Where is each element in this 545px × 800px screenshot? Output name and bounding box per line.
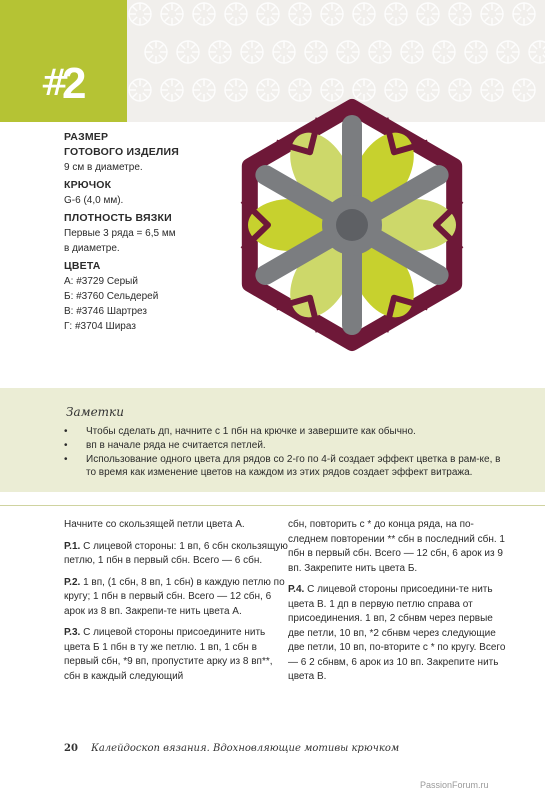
gauge-value-2: в диаметре. (64, 243, 120, 254)
notes-title: Заметки (66, 405, 124, 419)
page-number: 20 (64, 743, 78, 754)
watermark: PassionForum.ru (420, 780, 489, 790)
instruction-text: Начните со скользящей петли цвета А. (64, 519, 245, 530)
note-text: Чтобы сделать дп, начните с 1 пбн на крючке и завершите как обычно. (86, 426, 416, 437)
note-text: вп в начале ряда не считается петлей. (86, 440, 266, 451)
instructions-column-right (288, 518, 512, 692)
hook-value: G-6 (4,0 мм). (64, 195, 124, 206)
color-item: Г: #3704 Шираз (64, 321, 136, 332)
list-item (64, 425, 504, 438)
row-label: Р.2. (64, 576, 81, 588)
number-hash: # (40, 63, 71, 104)
specs-panel (64, 130, 234, 334)
row-label: Р.4. (288, 584, 305, 595)
list-item (64, 453, 504, 479)
gauge-value: Первые 3 ряда = 6,5 мм (64, 228, 176, 239)
center-hole (336, 209, 368, 241)
section-divider (0, 505, 545, 506)
row-label: Р.3. (64, 627, 81, 638)
instruction-text: С лицевой стороны присоедините нить цвета Б 1 пбн в ту же петлю. 1 вп, 1 сбн в первый сбн, *9 вп, пропустите арку из 8 вп**, сбн в каждый следующий (64, 627, 273, 682)
gauge-heading: ПЛОТНОСТЬ ВЯЗКИ (64, 212, 172, 224)
instruction-paragraph (64, 540, 288, 569)
bullet-icon: • (64, 440, 68, 451)
size-heading-2: ГОТОВОГО ИЗДЕЛИЯ (64, 146, 179, 158)
instruction-text: С лицевой стороны присоедини-те нить цвета В. 1 дп в первую петлю справа от присоединения. 1 вп, 2 сбнвм через первые две петли, 10 вп, *2 сбнвм через следующие две петли, 10 вп, по-вторите с * по кругу. Всего — 6 2 сбнвм, 6 арок из 10 вп. Закрепите нить цвета В. (288, 584, 506, 682)
note-text: Использование одного цвета для рядов со 2-го по 4-й создает эффект цветка в рам-ке, в то время как изменение цветов на каждом из этих рядов создает эффект витража. (86, 454, 501, 478)
color-item: В: #3746 Шартрез (64, 306, 147, 317)
instruction-paragraph (288, 518, 512, 576)
book-title: Калейдоскоп вязания. Вдохновляющие мотивы крючком (91, 743, 400, 754)
instruction-text: сбн, повторить с * до конца ряда, на по-следнем повторении ** сбн в последний сбн. 1 пбн в первый сбн. Всего — 12 сбн, 6 арок из 9 вп. Закрепите нить цвета Б. (288, 519, 505, 574)
hook-heading: КРЮЧОК (64, 179, 112, 191)
instruction-paragraph (64, 626, 288, 684)
color-item: А: #3729 Серый (64, 276, 138, 287)
pattern-number: 2 (62, 59, 87, 108)
instruction-paragraph (64, 576, 288, 620)
size-value: 9 см в диаметре. (64, 162, 143, 173)
list-item (64, 439, 504, 452)
instruction-text: С лицевой стороны: 1 вп, 6 сбн скользящую петлю, 1 пбн в первый сбн. Всего — 6 сбн. (64, 540, 288, 566)
color-item: Б: #3760 Сельдерей (64, 291, 159, 302)
size-heading: РАЗМЕР (64, 131, 109, 143)
instruction-paragraph (288, 583, 512, 685)
bullet-icon: • (64, 454, 68, 465)
instruction-paragraph (64, 518, 288, 533)
instruction-text: 1 вп, (1 сбн, 8 вп, 1 сбн) в каждую петлю по кругу; 1 пбн в первый сбн. Всего — 12 сбн, 6 арок из 8 вп. Закрепи-те нить цвета А. (64, 576, 285, 617)
colors-heading: ЦВЕТА (64, 260, 101, 272)
notes-list (64, 425, 504, 480)
bullet-icon: • (64, 426, 68, 437)
instructions-column-left (64, 518, 288, 691)
page-footer (64, 743, 399, 754)
pattern-number-block (0, 0, 127, 122)
row-label: Р.1. (64, 540, 81, 552)
crochet-motif-image (222, 70, 502, 380)
